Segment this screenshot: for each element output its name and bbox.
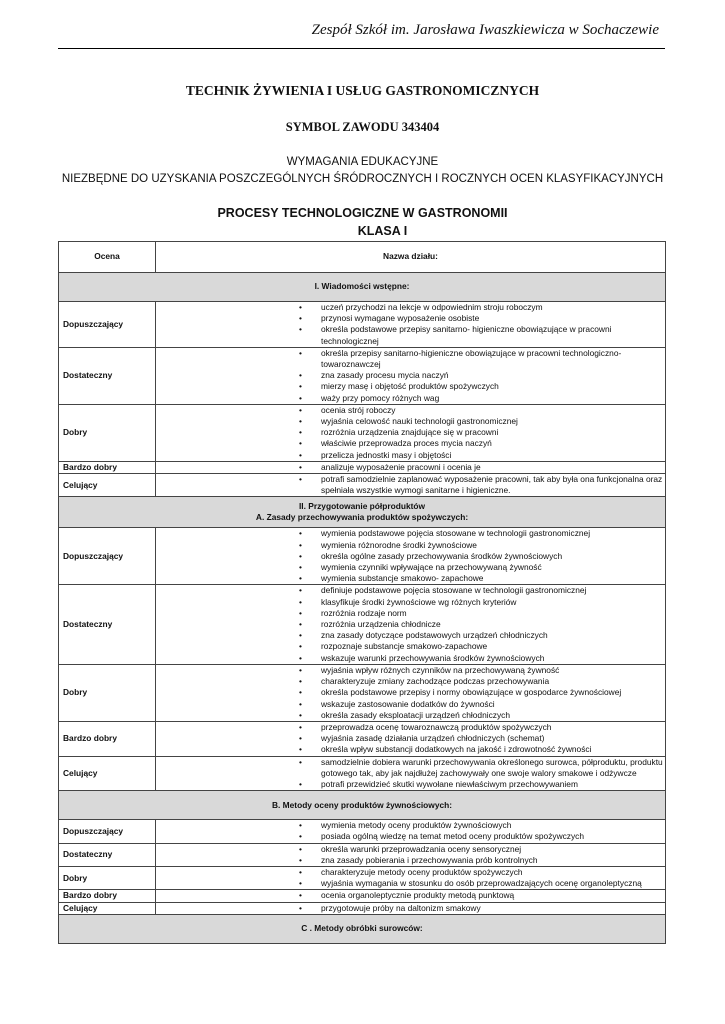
list-item: • określa przepisy sanitarno-higieniczne obowiązujące w pracowni technologiczno-towaroznawczej xyxy=(156,348,665,370)
table-row xyxy=(59,347,666,404)
list-item: • wyjaśnia celowość nauki technologii gastronomicznej xyxy=(156,416,665,427)
grade-label: Dobry xyxy=(59,404,156,461)
section-title: I. Wiadomości wstępne: xyxy=(59,273,666,302)
table-row xyxy=(59,756,666,791)
table-row xyxy=(59,528,666,585)
list-item: • wymienia metody oceny produktów żywnościowych xyxy=(156,820,665,831)
list-item: • zna zasady procesu mycia naczyń xyxy=(156,370,665,381)
grade-label: Bardzo dobry xyxy=(59,721,156,756)
grade-label: Dopuszczający xyxy=(59,528,156,585)
list-item: • przynosi wymagane wyposażenie osobiste xyxy=(156,313,665,324)
requirements-table xyxy=(58,241,666,944)
list-item: • wymienia podstawowe pojęcia stosowane w technologii gastronomicznej xyxy=(156,528,665,539)
list-item: • wymienia czynniki wpływające na przechowywaną żywność xyxy=(156,562,665,573)
requirements-cell xyxy=(156,820,666,843)
header-divider xyxy=(58,48,665,49)
requirements-heading: WYMAGANIA EDUKACYJNE xyxy=(286,156,439,168)
table-row xyxy=(59,721,666,756)
list-item: • zna zasady pobierania i przechowywania prób kontrolnych xyxy=(156,855,665,866)
requirements-cell xyxy=(156,585,666,664)
requirements-cell xyxy=(156,461,666,473)
requirements-cell xyxy=(156,347,666,404)
subject-title: PROCESY TECHNOLOGICZNE W GASTRONOMII xyxy=(217,206,508,220)
table-row xyxy=(59,902,666,914)
section-title: C . Metody obróbki surowców: xyxy=(59,914,666,943)
school-header: Zespół Szkół im. Jarosława Iwaszkiewicza w Sochaczewie xyxy=(311,22,659,38)
section-subtitle: A. Zasady przechowywania produktów spożywczych: xyxy=(255,512,469,523)
list-item: • wymienia substancje smakowo- zapachowe xyxy=(156,573,665,584)
list-item: • ocenia strój roboczy xyxy=(156,405,665,416)
section-heading-cell xyxy=(59,497,666,528)
requirements-cell xyxy=(156,528,666,585)
table-row xyxy=(59,890,666,902)
grade-label: Celujący xyxy=(59,474,156,497)
requirements-list xyxy=(156,867,665,889)
requirements-cell xyxy=(156,843,666,866)
list-item: • przeprowadza ocenę towaroznawczą produktów spożywczych xyxy=(156,722,665,733)
list-item: • ocenia organoleptycznie produkty metodą punktową xyxy=(156,890,665,901)
requirements-cell xyxy=(156,404,666,461)
list-item: • rozróżnia urządzenia chłodnicze xyxy=(156,619,665,630)
requirements-list xyxy=(156,903,665,914)
requirements-list xyxy=(156,757,665,791)
grade-label: Celujący xyxy=(59,756,156,791)
list-item: • wskazuje zastosowanie dodatków do żywności xyxy=(156,699,665,710)
grade-label: Dostateczny xyxy=(59,585,156,664)
requirements-subheading: NIEZBĘDNE DO UZYSKANIA POSZCZEGÓLNYCH ŚRÓDROCZNYCH I ROCZNYCH OCEN KLASYFIKACYJNYCH xyxy=(61,173,664,185)
grade-label: Dostateczny xyxy=(59,843,156,866)
grade-label: Dopuszczający xyxy=(59,820,156,843)
requirements-cell xyxy=(156,866,666,889)
list-item: • określa zasady eksploatacji urządzeń chłodniczych xyxy=(156,710,665,721)
requirements-list xyxy=(156,528,665,584)
class-title: KLASA I xyxy=(357,224,408,238)
table-row xyxy=(59,843,666,866)
requirements-list xyxy=(156,302,665,347)
section-row xyxy=(59,497,666,528)
table-row xyxy=(59,474,666,497)
list-item: • określa ogólne zasady przechowywania środków żywnościowych xyxy=(156,551,665,562)
requirements-list xyxy=(156,844,665,866)
list-item: • posiada ogólną wiedzę na temat metod oceny produktów spożywczych xyxy=(156,831,665,842)
list-item: • określa podstawowe przepisy sanitarno- higieniczne obowiązujące w pracowni technologicznej xyxy=(156,324,665,346)
section-title: B. Metody oceny produktów żywnościowych: xyxy=(59,791,666,820)
requirements-list xyxy=(156,405,665,461)
list-item: • określa warunki przeprowadzania oceny sensorycznej xyxy=(156,844,665,855)
list-item: • mierzy masę i objętość produktów spożywczych xyxy=(156,381,665,392)
list-item: • wyjaśnia wymagania w stosunku do osób przeprowadzających ocenę organoleptyczną xyxy=(156,878,665,889)
table-row xyxy=(59,461,666,473)
list-item: • wyjaśnia zasadę działania urządzeń chłodniczych (schemat) xyxy=(156,733,665,744)
list-item: • klasyfikuje środki żywnościowe wg różnych kryteriów xyxy=(156,597,665,608)
table-header-row xyxy=(59,242,666,273)
section-row xyxy=(59,273,666,302)
list-item: • wyjaśnia wpływ różnych czynników na przechowywaną żywność xyxy=(156,665,665,676)
requirements-list xyxy=(156,820,665,842)
list-item: • określa podstawowe przepisy i normy obowiązujące w gospodarce żywnościowej xyxy=(156,687,665,698)
list-item: • właściwie przeprowadza proces mycia naczyń xyxy=(156,438,665,449)
requirements-cell xyxy=(156,721,666,756)
list-item: • zna zasady dotyczące podstawowych urządzeń chłodniczych xyxy=(156,630,665,641)
grade-label: Dostateczny xyxy=(59,347,156,404)
grade-label: Bardzo dobry xyxy=(59,461,156,473)
grade-label: Dopuszczający xyxy=(59,302,156,348)
requirements-list xyxy=(156,462,665,473)
list-item: • analizuje wyposażenie pracowni i ocenia je xyxy=(156,462,665,473)
requirements-cell xyxy=(156,474,666,497)
document-title: TECHNIK ŻYWIENIA I USŁUG GASTRONOMICZNYCH xyxy=(185,83,540,98)
requirements-list xyxy=(156,722,665,756)
requirements-cell xyxy=(156,902,666,914)
table-row xyxy=(59,404,666,461)
section-title: II. Przygotowanie półproduktów xyxy=(298,501,426,512)
list-item: • waży przy pomocy różnych wag xyxy=(156,393,665,404)
list-item: • rozróżnia rodzaje norm xyxy=(156,608,665,619)
requirements-cell xyxy=(156,890,666,902)
requirements-cell xyxy=(156,756,666,791)
list-item: • wskazuje warunki przechowywania środków żywnościowych xyxy=(156,653,665,664)
list-item: • potrafi przewidzieć skutki wywołane niewłaściwym przechowywaniem xyxy=(156,779,665,790)
profession-symbol: SYMBOL ZAWODU 343404 xyxy=(285,120,440,134)
section-row xyxy=(59,914,666,943)
column-header-section: Nazwa działu: xyxy=(156,242,666,273)
table-row xyxy=(59,664,666,721)
requirements-cell xyxy=(156,664,666,721)
list-item: • przygotowuje próby na daltonizm smakowy xyxy=(156,903,665,914)
table-row xyxy=(59,585,666,664)
list-item: • charakteryzuje metody oceny produktów spożywczych xyxy=(156,867,665,878)
grade-label: Dobry xyxy=(59,866,156,889)
column-header-grade: Ocena xyxy=(59,242,156,273)
requirements-cell xyxy=(156,302,666,348)
list-item: • uczeń przychodzi na lekcje w odpowiednim stroju roboczym xyxy=(156,302,665,313)
grade-label: Celujący xyxy=(59,902,156,914)
list-item: • rozróżnia urządzenia znajdujące się w pracowni xyxy=(156,427,665,438)
requirements-list xyxy=(156,348,665,404)
list-item: • określa wpływ substancji dodatkowych na jakość i zdrowotność żywności xyxy=(156,744,665,755)
list-item: • przelicza jednostki masy i objętości xyxy=(156,450,665,461)
requirements-list xyxy=(156,474,665,496)
requirements-list xyxy=(156,585,665,663)
list-item: • definiuje podstawowe pojęcia stosowane w technologii gastronomicznej xyxy=(156,585,665,596)
table-row xyxy=(59,866,666,889)
section-row xyxy=(59,791,666,820)
table-row xyxy=(59,820,666,843)
list-item: • rozpoznaje substancje smakowo-zapachowe xyxy=(156,641,665,652)
requirements-list xyxy=(156,665,665,721)
requirements-list xyxy=(156,890,665,901)
grade-label: Dobry xyxy=(59,664,156,721)
list-item: • samodzielnie dobiera warunki przechowywania określonego surowca, półproduktu, produktu gotowego tak, aby jak najdłużej zachowywały one swoje walory smakowe i odżywcze xyxy=(156,757,665,779)
list-item: • potrafi samodzielnie zaplanować wyposażenie pracowni, tak aby była ona funkcjonalna oraz spełniała wszystkie wymogi sanitarne i higieniczne. xyxy=(156,474,665,496)
grade-label: Bardzo dobry xyxy=(59,890,156,902)
list-item: • charakteryzuje zmiany zachodzące podczas przechowywania xyxy=(156,676,665,687)
table-row xyxy=(59,302,666,348)
list-item: • wymienia różnorodne środki żywnościowe xyxy=(156,540,665,551)
